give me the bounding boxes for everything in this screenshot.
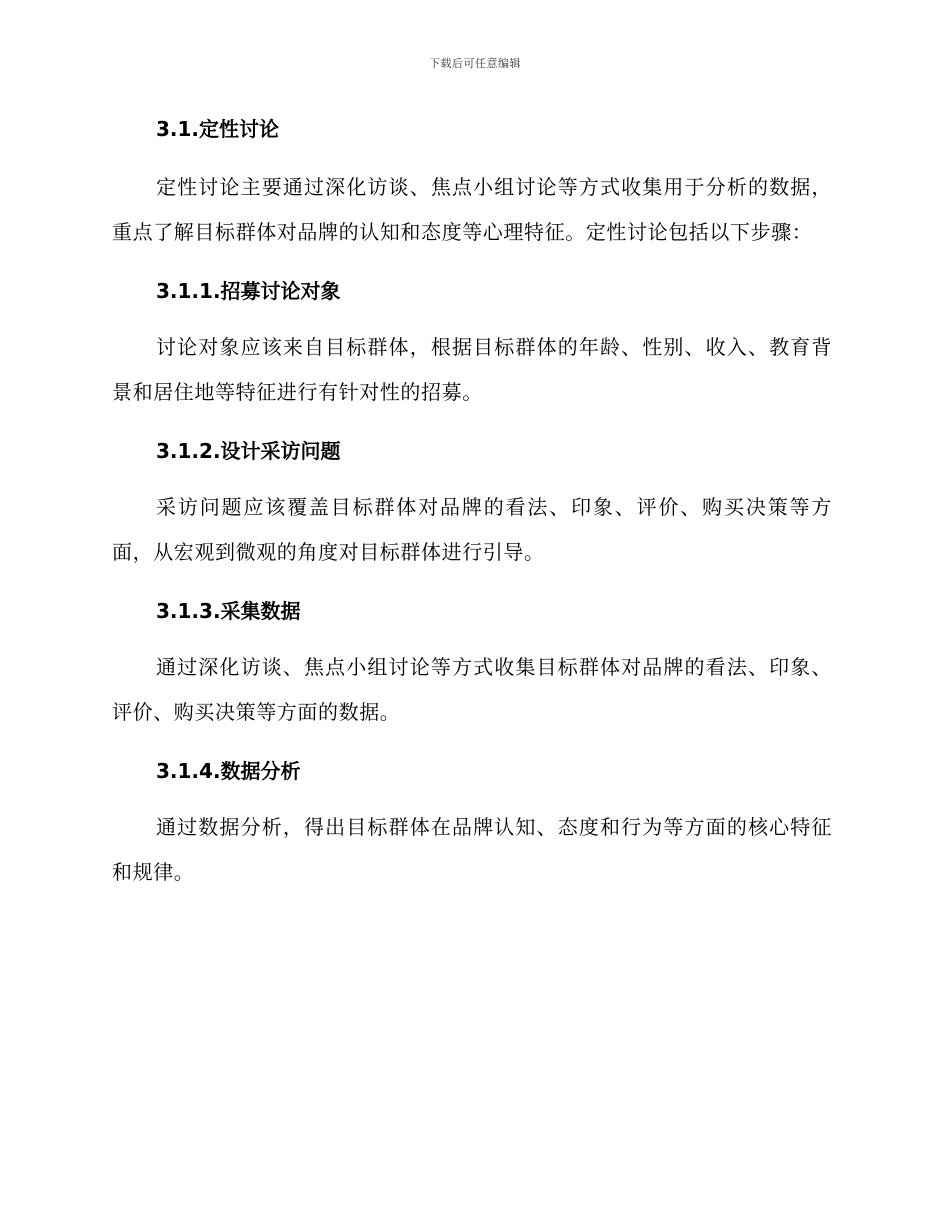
section-heading: 3.1.定性讨论 xyxy=(156,117,280,141)
subsection-paragraph-2: 采访问题应该覆盖目标群体对品牌的看法、印象、评价、购买决策等方面，从宏观到微观的角度对目标群体进行引导。 xyxy=(112,495,832,564)
document-body xyxy=(112,107,832,895)
page-header-note: 下载后可任意编辑 xyxy=(429,57,521,70)
subsection-paragraph-4: 通过数据分析，得出目标群体在品牌认知、态度和行为等方面的核心特征和规律。 xyxy=(112,815,832,884)
subsection-heading-1: 3.1.1.招募讨论对象 xyxy=(156,279,341,303)
section-intro-paragraph: 定性讨论主要通过深化访谈、焦点小组讨论等方式收集用于分析的数据，重点了解目标群体对品牌的认知和态度等心理特征。定性讨论包括以下步骤： xyxy=(112,175,832,244)
subsection-heading-2: 3.1.2.设计采访问题 xyxy=(156,439,341,463)
subsection-paragraph-3: 通过深化访谈、焦点小组讨论等方式收集目标群体对品牌的看法、印象、评价、购买决策等方面的数据。 xyxy=(112,655,832,724)
subsection-paragraph-1: 讨论对象应该来自目标群体，根据目标群体的年龄、性别、收入、教育背景和居住地等特征进行有针对性的招募。 xyxy=(112,335,832,404)
subsection-heading-4: 3.1.4.数据分析 xyxy=(156,759,301,783)
subsection-heading-3: 3.1.3.采集数据 xyxy=(156,599,301,623)
